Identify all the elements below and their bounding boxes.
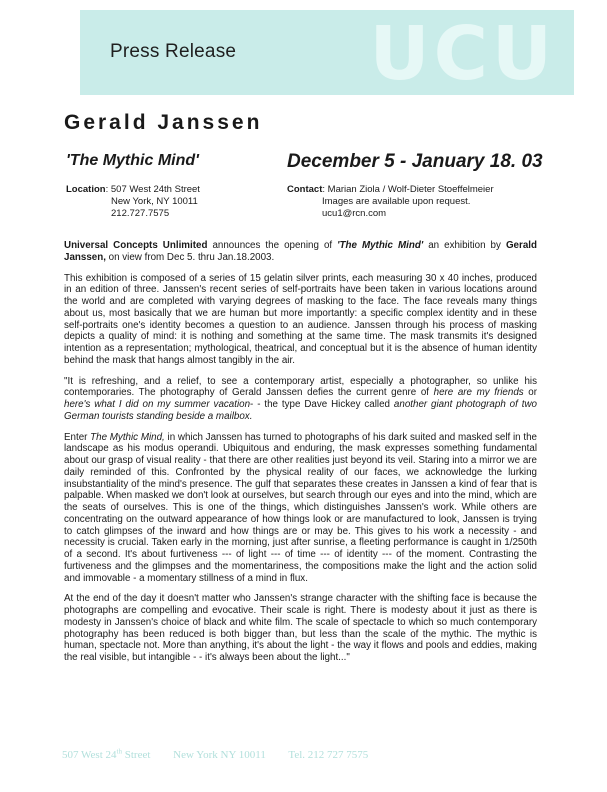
contact-label: Contact [287, 184, 323, 195]
location-phone: 212.727.7575 [111, 207, 170, 219]
header-banner [80, 10, 574, 95]
quote-paragraph: "It is refreshing, and a relief, to see a contemporary artist, especially a photographer, so unlike his contemporaries. The photography of Gerald Janssen defies the current genre of here are my friends or here's what I did on my summer vacation- - the type Dave Hickey called another giant photograph of two German tourists standing beside a mailbox. [64, 375, 538, 422]
analysis-paragraph: Enter The Mythic Mind, in which Janssen has turned to photographs of his dark suited and masked self in the landscape as his modus operandi. Ubiquitous and enduring, the mask expresses something fundamental about our grasp of visual reality - that there are other realities just beyond its veil. Staring into a mirror we are daily reminded of this. Confronted by the physical reality of our faces, we acknowledge the lurking insubstantiality of the mind's presence. The gulf that separates these creates in Janssen a kind of fear that is palpable. When masked we don't look at ourselves, but search through our eyes and into the mind, which are the seats of ourselves. This is one of the things, which distinguishes Janssen's work. While others are concentrating on the outward appearance of how things look or are manufactured to look, Janssen is trying to catch glimpses of the inward and how things are or may be. This gives to his work a necessity - and necessity is crucial. Taken early in the morning, just after sunrise, a fleeting performance is caught in 1/250th of a second. It's about furtiveness --- of light --- of time --- of identity --- of the moment. Contrasting the furtiveness and the glimpses and the momentariness, the compositions make the light and the action solid and immovable - a momentary stillness of a mind in flux. [64, 431, 537, 584]
closing-paragraph: At the end of the day it doesn't matter who Janssen's strange character with the shifting face is because the photographs are compelling and evocative. Their scale is right. There is modesty about it just as there is modesty in Janssen's choice of black and white film. The scale of spectacle to which so much contemporary photography has been reduced is both bigger than, but less than the scale of the mythic. The mythic is human, spectacle not. More than anything, it's about the light - the way it flows and pools and eddies, making the real visible, but intangible - - it's always been about the light..." [64, 593, 537, 663]
contact-email[interactable]: ucu1@rcn.com [322, 207, 387, 219]
intro-paragraph: Universal Concepts Unlimited announces the opening of 'The Mythic Mind' an exhibition by Gerald Janssen, on view from Dec 5. thru Jan.18.2003. [64, 240, 537, 263]
press-release-body [64, 240, 537, 673]
location-address-line1: 507 West 24th Street [110, 184, 200, 195]
exhibition-dates: December 5 - January 18. 03 [287, 151, 543, 172]
page-title: Press Release [110, 41, 237, 62]
location-block: Location: 507 West 24th Street New York, NY 10011 212.727.7575 [66, 184, 200, 219]
location-label: Location [66, 184, 106, 195]
ucu-logo: UCU [369, 11, 556, 97]
contact-block: Contact: Marian Ziola / Wolf-Dieter Stoeffelmeier Images are available upon request. ucu1@rcn.com [287, 184, 494, 219]
intro-artist: Gerald Janssen, [64, 240, 537, 263]
org-name: Universal Concepts Unlimited [64, 240, 208, 251]
footer-address [62, 747, 388, 761]
location-address-line2: New York, NY 10011 [111, 195, 198, 207]
description-paragraph: This exhibition is composed of a series of 15 gelatin silver prints, each measuring 30 x 40 inches, produced in an edition of three. Janssen's recent series of self-portraits have been taken in various locations around the world and are completed with varying degrees of masking to the face. The face reveals many things about us, most basically that we are human but more importantly: a specific complex identity and in these self-portraits one's identity becomes a question to an audience. Janssen through his process of masking depicts a quality of mind: it is nothing and something at the same time. The mask transmits it's designed intention as a representation; mythological, theatrical, and conceptual but it is the absence of human identity behind the mask that hangs almost tangibly in the air. [64, 272, 537, 366]
footer-city: New York NY 10011 [173, 748, 266, 761]
footer-street: 507 West 24th Street [62, 747, 151, 761]
intro-show-title: 'The Mythic Mind' [337, 240, 424, 251]
contact-names: Marian Ziola / Wolf-Dieter Stoeffelmeier [327, 184, 494, 195]
exhibition-title: 'The Mythic Mind' [66, 152, 199, 169]
contact-images-note: Images are available upon request. [322, 195, 471, 207]
footer-phone: Tel. 212 727 7575 [288, 748, 369, 761]
artist-name: Gerald Janssen [64, 111, 263, 134]
